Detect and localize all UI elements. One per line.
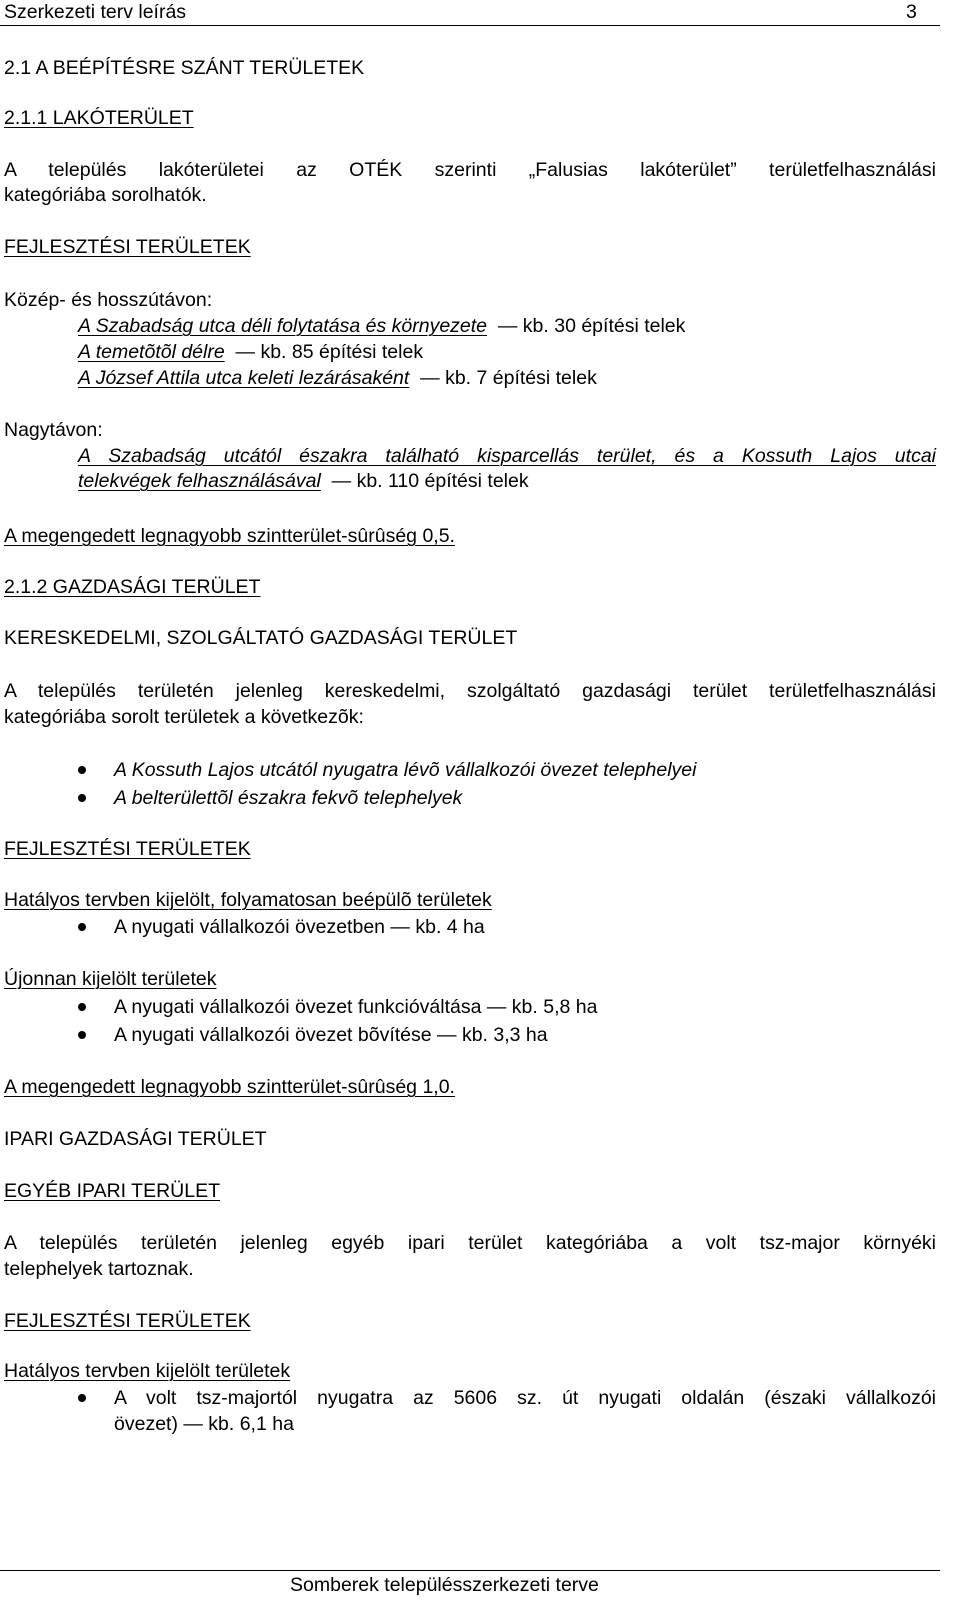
long-term-label: Nagytávon: <box>4 419 103 441</box>
list-item <box>78 314 685 338</box>
item-value: — kb. 85 építési telek <box>235 341 424 363</box>
paragraph-line: A település lakóterületei az OTÉK szerinti „Falusias lakóterület” területfelhasználási <box>4 159 936 181</box>
section-heading-ipari: IPARI GAZDASÁGI TERÜLET <box>4 1128 267 1150</box>
section-heading-2-1: 2.1 A BEÉPÍTÉSRE SZÁNT TERÜLETEK <box>4 57 365 79</box>
section-heading-2-1-1: 2.1.1 LAKÓTERÜLET <box>4 107 194 129</box>
footer-text: Somberek településszerkezeti terve <box>290 1574 599 1596</box>
bullet-item: A Kossuth Lajos utcától nyugatra lévõ vállalkozói övezet telephelyei <box>114 759 697 781</box>
density-note: A megengedett legnagyobb szintterület-sûrûség 1,0. <box>4 1076 455 1098</box>
long-term-line: A Szabadság utcától északra található kisparcellás terület, és a Kossuth Lajos utcai <box>78 445 936 467</box>
item-value: — kb. 7 építési telek <box>420 367 597 389</box>
item-name: A temetõtõl délre <box>78 341 225 363</box>
item-value: — kb. 110 építési telek <box>331 470 529 492</box>
page-number: 3 <box>906 1 917 23</box>
bullet-icon <box>78 1031 86 1039</box>
bullet-item: A nyugati vállalkozói övezetben — kb. 4 ha <box>114 916 485 938</box>
bullet-item: A nyugati vállalkozói övezet funkcióváltása — kb. 5,8 ha <box>114 996 598 1018</box>
paragraph-line: kategóriába sorolhatók. <box>4 184 207 206</box>
bullet-item: A volt tsz-majortól nyugatra az 5606 sz. út nyugati oldalán (északi vállalkozói <box>114 1387 936 1409</box>
bullet-icon <box>78 1003 86 1011</box>
dev-areas-heading: FEJLESZTÉSI TERÜLETEK <box>4 838 251 860</box>
header-rule <box>0 25 940 26</box>
valid-plan-label: Hatályos tervben kijelölt területek <box>4 1360 291 1382</box>
new-areas-label: Újonnan kijelölt területek <box>4 968 217 990</box>
bullet-item-continuation: övezet) — kb. 6,1 ha <box>114 1413 294 1435</box>
bullet-icon <box>78 794 86 802</box>
mid-term-label: Közép- és hosszútávon: <box>4 289 213 311</box>
item-name: telekvégek felhasználásával <box>78 470 321 492</box>
item-name: A Szabadság utca déli folytatása és környezete <box>78 315 488 337</box>
dev-areas-heading: FEJLESZTÉSI TERÜLETEK <box>4 236 251 258</box>
bullet-icon <box>78 923 86 931</box>
dev-areas-heading: FEJLESZTÉSI TERÜLETEK <box>4 1310 251 1332</box>
list-item <box>78 366 597 390</box>
item-name: A József Attila utca keleti lezárásaként <box>78 367 410 389</box>
bullet-item: A belterülettõl északra fekvõ telephelyek <box>114 787 463 809</box>
long-term-line <box>78 469 529 493</box>
density-note: A megengedett legnagyobb szintterület-sûrûség 0,5. <box>4 525 455 547</box>
item-value: — kb. 30 építési telek <box>497 315 686 337</box>
bullet-icon <box>78 1394 86 1402</box>
bullet-icon <box>78 766 86 774</box>
footer-rule <box>0 1570 940 1571</box>
sub-heading: KERESKEDELMI, SZOLGÁLTATÓ GAZDASÁGI TERÜLET <box>4 627 518 649</box>
paragraph-line: A település területén jelenleg egyéb ipari terület kategóriába a volt tsz-major környéki <box>4 1232 936 1254</box>
paragraph-line: telephelyek tartoznak. <box>4 1258 194 1280</box>
bullet-item: A nyugati vállalkozói övezet bõvítése — kb. 3,3 ha <box>114 1024 548 1046</box>
paragraph-line: kategóriába sorolt területek a következõk: <box>4 706 364 728</box>
valid-plan-label: Hatályos tervben kijelölt, folyamatosan beépülõ területek <box>4 889 492 911</box>
section-heading-2-1-2: 2.1.2 GAZDASÁGI TERÜLET <box>4 576 261 598</box>
paragraph-line: A település területén jelenleg kereskedelmi, szolgáltató gazdasági terület területfelhasználási <box>4 680 936 702</box>
list-item <box>78 340 423 364</box>
sub-heading: EGYÉB IPARI TERÜLET <box>4 1180 221 1202</box>
header-title: Szerkezeti terv leírás <box>4 1 187 23</box>
